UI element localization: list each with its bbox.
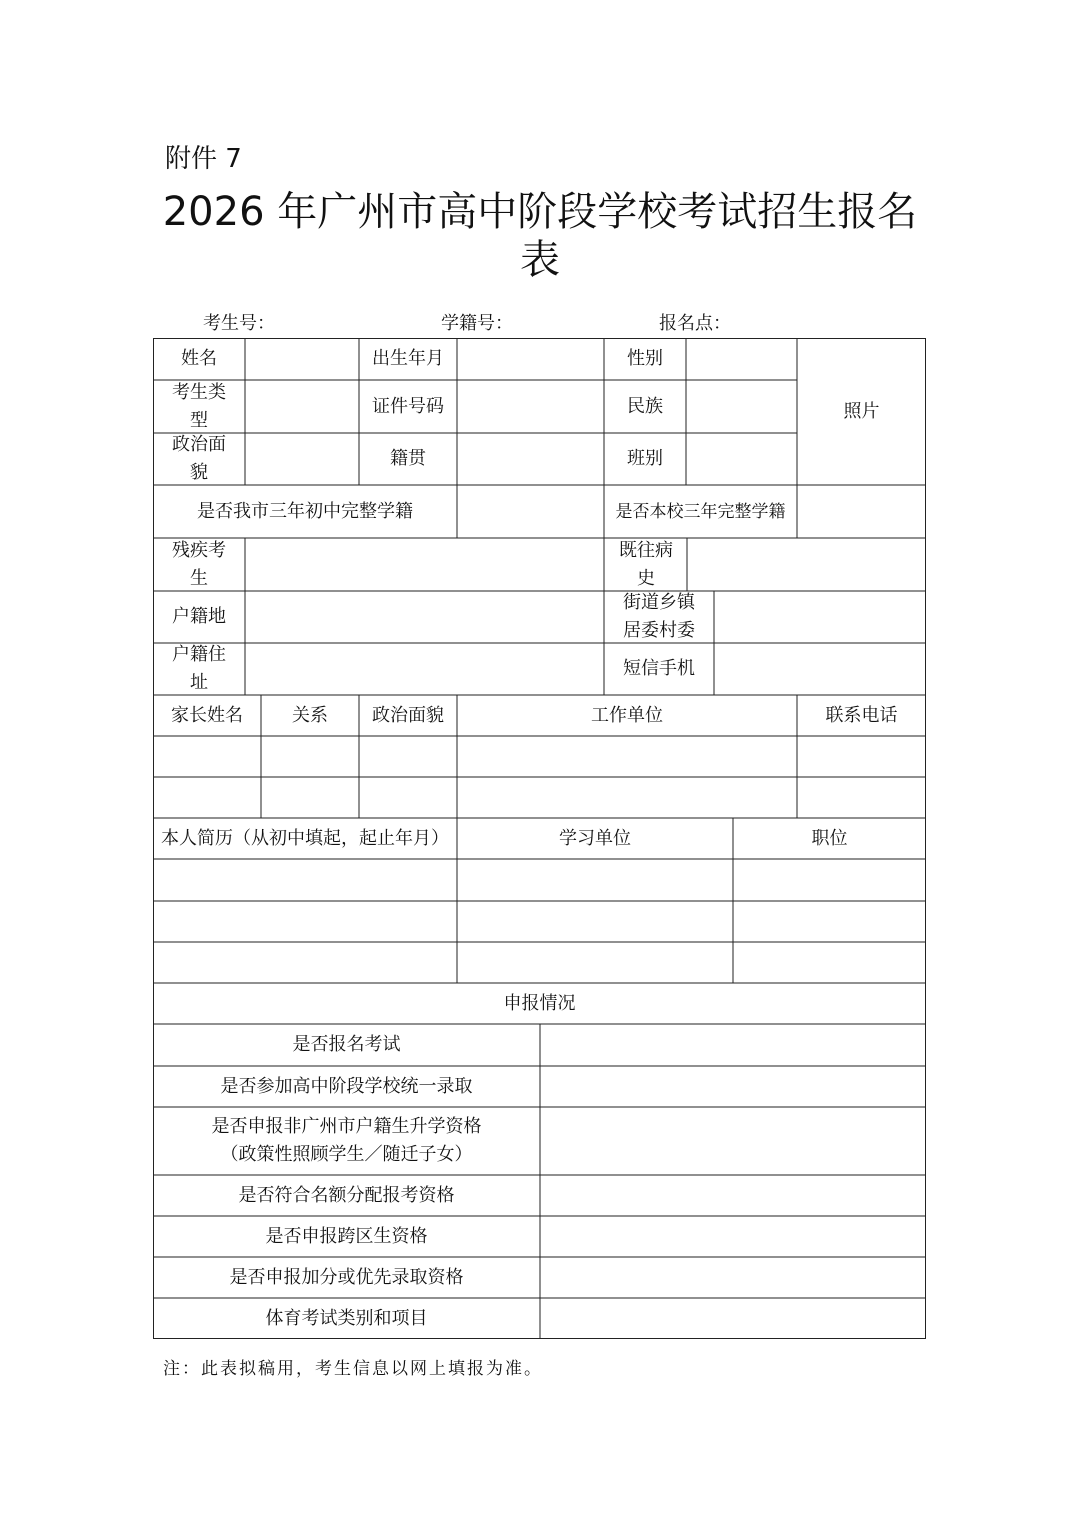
name-input[interactable]	[245, 338, 359, 380]
birth-label: 出生年月	[372, 348, 444, 369]
native-place-label: 籍贯	[390, 448, 426, 469]
cross-district-input[interactable]	[540, 1216, 926, 1257]
apply-exam-input[interactable]	[540, 1024, 926, 1066]
employer-header: 工作单位	[591, 704, 663, 726]
exam-number-label: 考生号：	[203, 313, 275, 334]
form-title: 2026 年广州市高中阶段学校考试招生报名表	[162, 189, 918, 283]
position-header: 职位	[811, 827, 848, 849]
medical-history-label: 既往病史	[619, 539, 673, 589]
gender-input[interactable]	[686, 338, 797, 380]
quota-allocation-label: 是否符合名额分配报考资格	[238, 1184, 455, 1206]
bonus-priority-input[interactable]	[540, 1257, 926, 1298]
pe-exam-input[interactable]	[540, 1298, 926, 1339]
disabled-student-input[interactable]	[245, 538, 604, 591]
photo-box[interactable]: 照片	[843, 400, 880, 422]
id-number-input[interactable]	[457, 380, 604, 433]
student-id-label: 学籍号：	[441, 313, 513, 334]
cross-district-label: 是否申报跨区生资格	[265, 1225, 428, 1247]
hukou-place-input[interactable]	[245, 591, 604, 643]
pe-exam-label: 体育考试类别和项目	[265, 1307, 428, 1329]
contact-phone-header: 联系电话	[825, 704, 898, 726]
parent-row-1[interactable]	[153, 736, 926, 777]
sms-phone-label: 短信手机	[623, 658, 695, 679]
resume-row-3[interactable]	[153, 942, 926, 983]
resume-row-1[interactable]	[153, 859, 926, 901]
ethnicity-label: 民族	[627, 395, 663, 417]
study-unit-header: 学习单位	[559, 827, 631, 849]
parent-row-2[interactable]	[153, 777, 926, 818]
apply-exam-label: 是否报名考试	[292, 1034, 401, 1055]
resume-header: 本人简历（从初中填起，起止年月）	[161, 827, 449, 849]
bonus-priority-label: 是否申报加分或优先录取资格	[229, 1266, 464, 1288]
ethnicity-input[interactable]	[686, 380, 797, 433]
application-heading: 申报情况	[503, 992, 576, 1014]
medical-history-input[interactable]	[687, 538, 926, 591]
disabled-student-label: 残疾考生	[172, 539, 226, 589]
political-status-input[interactable]	[245, 433, 359, 485]
unified-admission-input[interactable]	[540, 1066, 926, 1107]
school-full-record-label: 是否本校三年完整学籍	[615, 501, 786, 522]
hukou-address-input[interactable]	[245, 643, 604, 695]
native-place-input[interactable]	[457, 433, 604, 485]
relation-header: 关系	[292, 704, 328, 726]
quota-allocation-input[interactable]	[540, 1175, 926, 1216]
registration-site-label: 报名点：	[659, 313, 731, 334]
sms-phone-input[interactable]	[714, 643, 926, 695]
unified-admission-label: 是否参加高中阶段学校统一录取	[220, 1075, 473, 1097]
non-local-hukou-input[interactable]	[540, 1107, 926, 1175]
student-type-input[interactable]	[245, 380, 359, 433]
attachment-label: 附件 7	[165, 144, 242, 174]
parent-political-header: 政治面貌	[372, 704, 444, 726]
id-number-label: 证件号码	[372, 395, 444, 417]
parent-name-header: 家长姓名	[171, 704, 243, 726]
birth-input[interactable]	[457, 338, 604, 380]
city-full-record-label: 是否我市三年初中完整学籍	[197, 500, 413, 522]
non-local-hukou-sub-label: （政策性照顾学生／随迁子女）	[220, 1144, 473, 1165]
gender-label: 性别	[627, 348, 663, 369]
street-committee-label: 街道乡镇居委村委	[623, 592, 695, 641]
street-committee-input[interactable]	[714, 591, 926, 643]
non-local-hukou-label: 是否申报非广州市户籍生升学资格 （政策性照顾学生／随迁子女）	[153, 1107, 540, 1175]
hukou-address-label: 户籍住址	[172, 644, 226, 693]
political-status-label: 政治面貌	[172, 434, 226, 483]
school-full-record-input[interactable]	[797, 485, 926, 538]
class-label: 班别	[627, 448, 663, 469]
name-label: 姓名	[181, 348, 217, 369]
class-input[interactable]	[686, 433, 797, 485]
student-type-label: 考生类型	[172, 381, 226, 431]
city-full-record-input[interactable]	[457, 485, 604, 538]
hukou-place-label: 户籍地	[172, 606, 226, 627]
registration-form-table	[153, 338, 926, 1339]
footnote: 注：此表拟稿用，考生信息以网上填报为准。	[163, 1359, 543, 1379]
resume-row-2[interactable]	[153, 901, 926, 942]
